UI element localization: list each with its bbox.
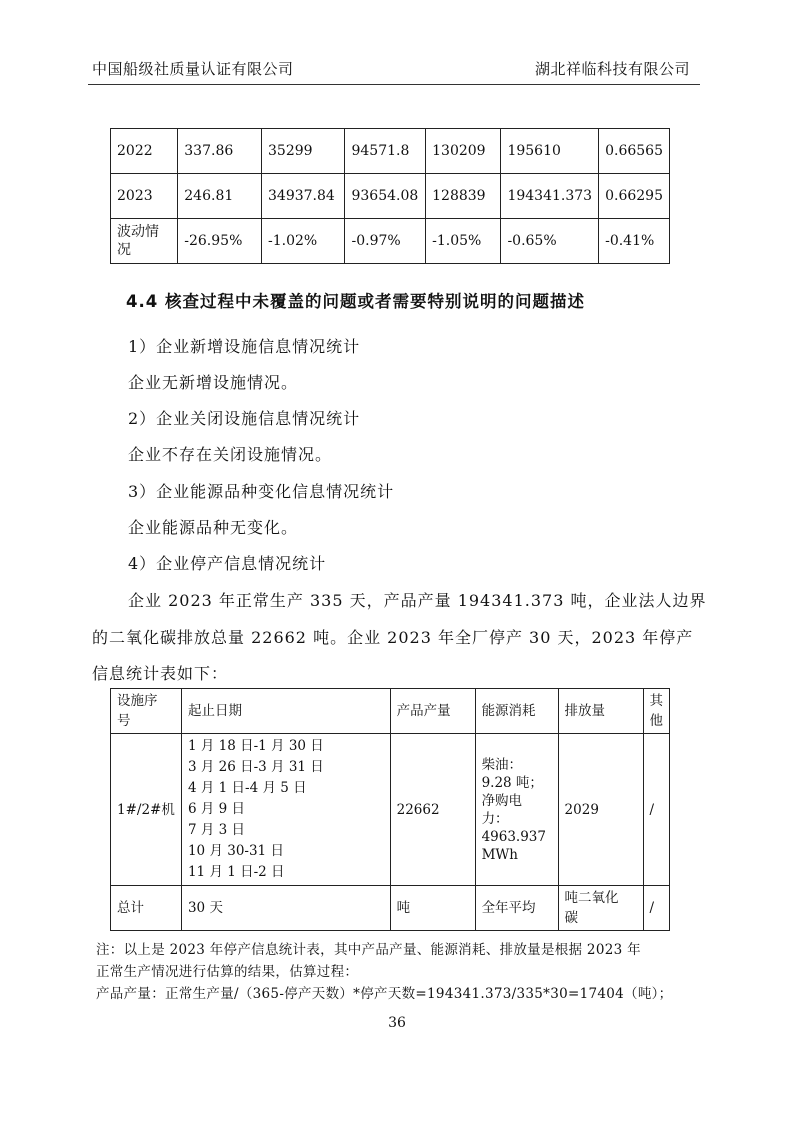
header-text: 设施序 <box>117 693 158 709</box>
date-range: 11 月 1 日-2 日 <box>187 864 285 880</box>
total-label: 总计 <box>111 886 182 931</box>
table-row <box>111 174 670 219</box>
total-emission-unit <box>558 886 643 931</box>
paragraph-line: 企业 2023 年正常生产 335 天，产品产量 194341.373 吨，企业法人边界 <box>128 591 707 610</box>
energy-line: 4963.937 <box>481 828 546 845</box>
dates-cell <box>181 734 390 886</box>
table-cell: 195610 <box>501 129 599 174</box>
table-cell: 128839 <box>426 174 501 219</box>
table-cell: 94571.8 <box>345 129 426 174</box>
emission-unit-line: 碳 <box>564 910 579 926</box>
total-unit: 吨 <box>390 886 475 931</box>
date-range: 1 月 18 日-1 月 30 日 <box>187 738 324 754</box>
other-cell: / <box>643 734 670 886</box>
col-header-dates: 起止日期 <box>181 689 390 734</box>
table-cell: 93654.08 <box>345 174 426 219</box>
paragraph-line: 的二氧化碳排放总量 22662 吨。企业 2023 年全厂停产 30 天，2023 年停产 <box>92 628 694 647</box>
note-line: 注：以上是 2023 年停产信息统计表，其中产品产量、能源消耗、排放量是根据 2023 年 <box>96 942 641 958</box>
table-cell: 34937.84 <box>262 174 345 219</box>
emission-cell: 2029 <box>558 734 643 886</box>
energy-line: 净购电 <box>481 792 523 809</box>
table-cell: 337.86 <box>178 129 262 174</box>
table-cell: 0.66295 <box>599 174 670 219</box>
table-cell: -26.95% <box>178 219 262 264</box>
fluctuation-label-line2: 况 <box>117 242 131 258</box>
header-company-left: 中国船级社质量认证有限公司 <box>92 60 294 78</box>
energy-cell <box>475 734 558 886</box>
table-cell: 194341.373 <box>501 174 599 219</box>
col-header-energy: 能源消耗 <box>475 689 558 734</box>
header-text: 他 <box>649 713 663 729</box>
list-item: 4）企业停产信息情况统计 <box>128 554 327 573</box>
col-header-emission: 排放量 <box>558 689 643 734</box>
list-item: 企业能源品种无变化。 <box>128 518 299 537</box>
table-cell: -1.05% <box>426 219 501 264</box>
date-range: 6 月 9 日 <box>187 801 246 817</box>
date-range: 10 月 30-31 日 <box>187 843 284 859</box>
table-cell: 0.66565 <box>599 129 670 174</box>
list-item: 1）企业新增设施信息情况统计 <box>128 337 361 356</box>
table-cell: 35299 <box>262 129 345 174</box>
date-range: 3 月 26 日-3 月 31 日 <box>187 759 324 775</box>
table-cell: -0.97% <box>345 219 426 264</box>
table-row <box>111 129 670 174</box>
table-cell: -0.41% <box>599 219 670 264</box>
emission-comparison-table <box>110 128 670 264</box>
page-number: 36 <box>388 1015 406 1031</box>
fluctuation-label-line1: 波动情 <box>117 224 159 240</box>
energy-line: 9.28 吨； <box>481 774 543 791</box>
date-range: 7 月 3 日 <box>187 822 246 838</box>
header-text: 号 <box>117 713 131 729</box>
emission-unit-line: 吨二氧化 <box>564 890 619 906</box>
list-item: 企业无新增设施情况。 <box>128 373 299 392</box>
total-other: / <box>643 886 670 931</box>
header-text: 其 <box>649 693 663 709</box>
energy-line: MWh <box>481 846 518 863</box>
paragraph-line: 信息统计表如下： <box>92 664 229 683</box>
total-avg: 全年平均 <box>475 886 558 931</box>
output-cell: 22662 <box>390 734 475 886</box>
table-row <box>111 734 670 886</box>
list-item: 2）企业关闭设施信息情况统计 <box>128 409 361 428</box>
table-header-row <box>111 689 670 734</box>
table-row-fluctuation <box>111 219 670 264</box>
table-total-row <box>111 886 670 931</box>
header-divider <box>88 84 700 85</box>
col-header-other <box>643 689 670 734</box>
table-cell: 246.81 <box>178 174 262 219</box>
table-cell: 130209 <box>426 129 501 174</box>
list-item: 3）企业能源品种变化信息情况统计 <box>128 482 395 501</box>
table-cell: -1.02% <box>262 219 345 264</box>
fluctuation-label <box>111 219 178 264</box>
section-heading: 4.4 核查过程中未覆盖的问题或者需要特别说明的问题描述 <box>126 292 585 311</box>
facility-cell: 1#/2#机 <box>111 734 182 886</box>
energy-line: 力： <box>481 810 509 827</box>
col-header-output: 产品产量 <box>390 689 475 734</box>
energy-line: 柴油： <box>481 756 523 773</box>
note-line: 正常生产情况进行估算的结果，估算过程： <box>96 964 359 980</box>
list-item: 企业不存在关闭设施情况。 <box>128 445 333 464</box>
table-cell: -0.65% <box>501 219 599 264</box>
date-range: 4 月 1 日-4 月 5 日 <box>187 780 307 796</box>
total-days: 30 天 <box>181 886 390 931</box>
table-cell: 2022 <box>111 129 178 174</box>
shutdown-info-table <box>110 688 670 931</box>
col-header-facility <box>111 689 182 734</box>
table-cell: 2023 <box>111 174 178 219</box>
note-line: 产品产量：正常生产量/（365-停产天数）*停产天数=194341.373/335*30=17404（吨）； <box>96 986 673 1002</box>
header-company-right: 湖北祥临科技有限公司 <box>534 60 690 78</box>
